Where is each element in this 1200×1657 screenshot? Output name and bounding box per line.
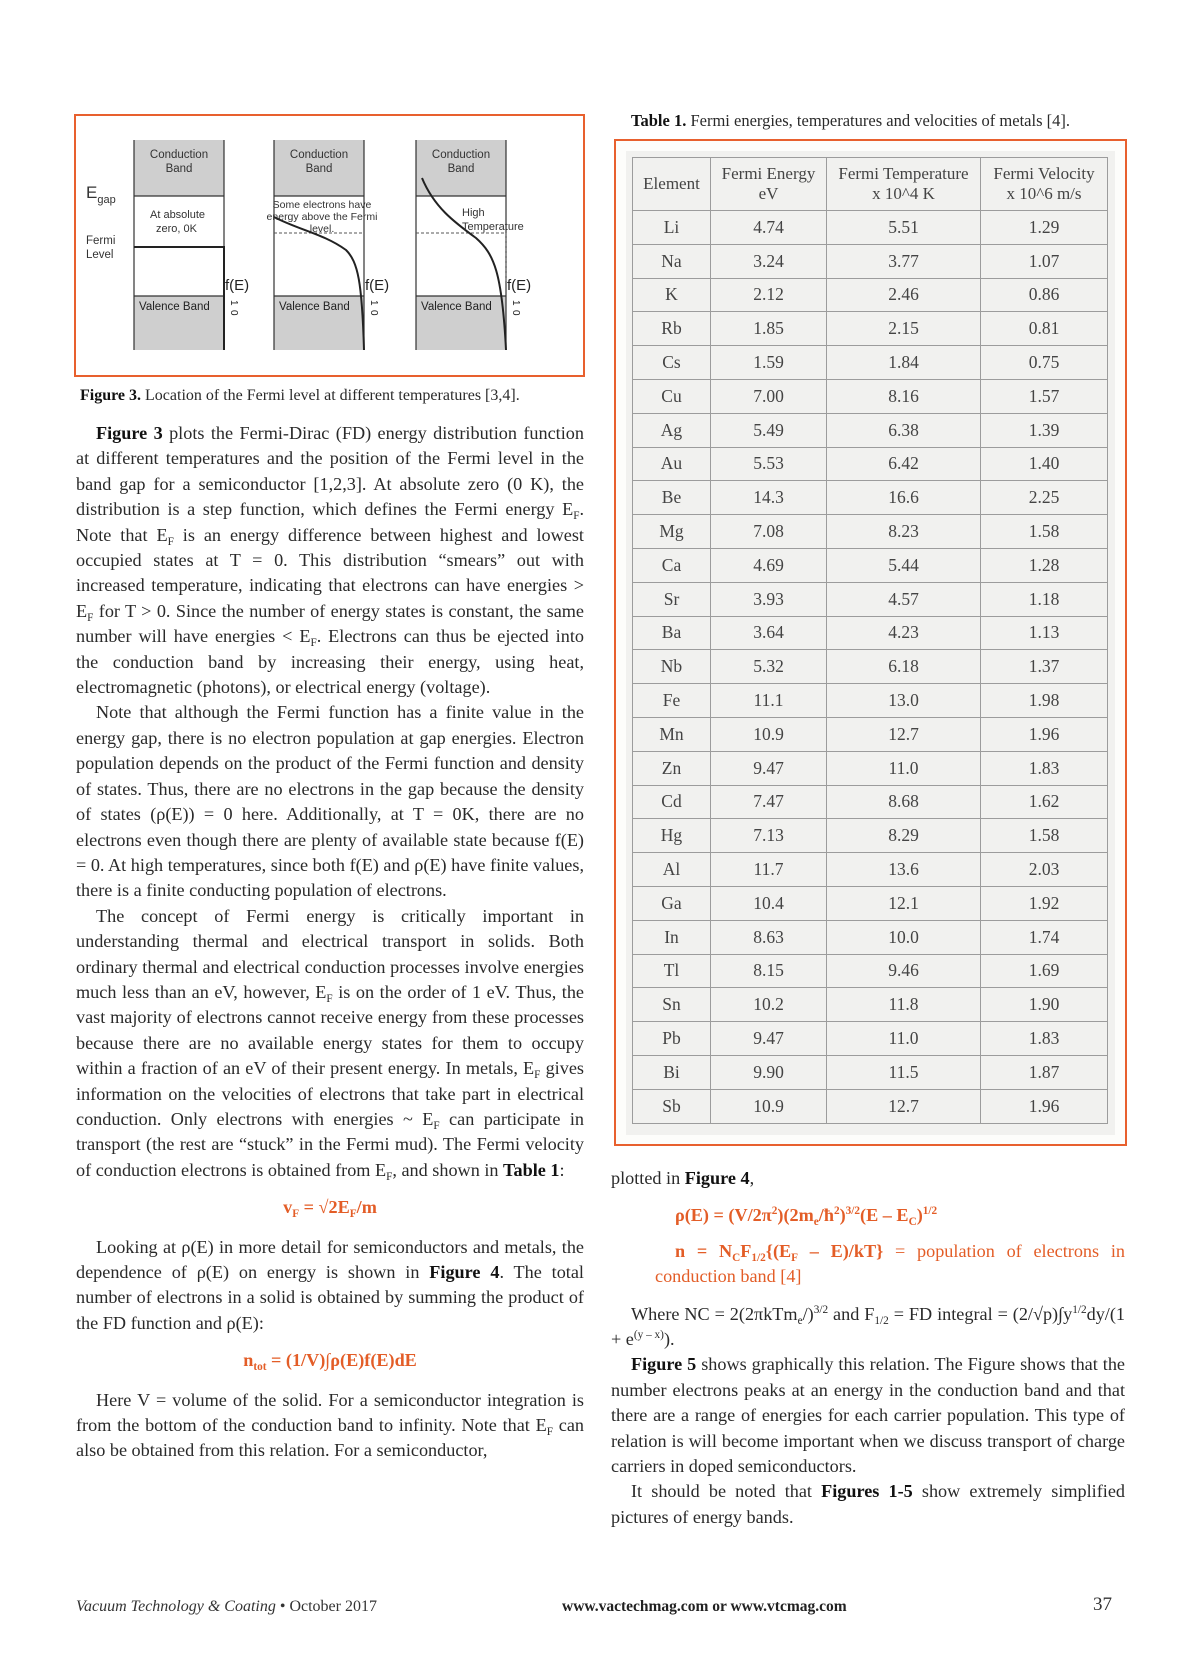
fermi-velocity-equation: $v_F = √2E_F/m$: [283, 1197, 377, 1221]
element-cell: Mg: [633, 515, 711, 549]
value-cell: 7.47: [711, 785, 827, 819]
value-cell: 5.32: [711, 650, 827, 684]
element-cell: Pb: [633, 1022, 711, 1056]
value-cell: 11.7: [711, 853, 827, 887]
table-row: [633, 582, 1108, 616]
fermi-table: [632, 157, 1108, 1124]
value-cell: 3.24: [711, 244, 827, 278]
value-cell: 1.98: [981, 684, 1108, 718]
value-cell: 1.83: [981, 1022, 1108, 1056]
table-row: [633, 751, 1108, 785]
value-cell: 8.16: [827, 379, 981, 413]
table-row: [633, 346, 1108, 380]
value-cell: 1.92: [981, 886, 1108, 920]
figure-3: [74, 114, 585, 377]
element-cell: K: [633, 278, 711, 312]
right-column-text: [611, 1166, 1125, 1530]
paragraph: Here V = volume of the solid. For a semiconductor integration is from the bottom of the conduction band to infinity. Note that $E_F$ can also be obtained from this relation. For a semiconductor,: [76, 1389, 584, 1461]
element-cell: Na: [633, 244, 711, 278]
panel-high-temperature: [416, 140, 531, 350]
panel-some-electrons: [267, 140, 390, 350]
value-cell: 1.83: [981, 751, 1108, 785]
element-cell: Ag: [633, 413, 711, 447]
band-label: Band: [165, 163, 193, 175]
egap-label: $E_{gap}$: [86, 183, 116, 206]
paragraph: Figure 5 shows graphically this relation. The Figure shows that the number electrons peaks at an energy in the conduction band and that there are a range of energies for each carrier population. This type of relation is will become important when we discuss transport of charge carriers in doped semiconductors.: [611, 1354, 1125, 1477]
element-cell: Cu: [633, 379, 711, 413]
value-cell: 2.12: [711, 278, 827, 312]
element-cell: Sn: [633, 988, 711, 1022]
table-row: [633, 819, 1108, 853]
note-label: Temperature: [462, 221, 524, 233]
paragraph: Looking at ρ(E) in more detail for semiconductors and metals, the dependence of ρ(E) on energy is shown in Figure 4. The total number of electrons in a solid is obtained by summing the product of the FD function and ρ(E):: [76, 1236, 584, 1333]
element-cell: Ga: [633, 886, 711, 920]
value-cell: 4.57: [827, 582, 981, 616]
element-cell: Hg: [633, 819, 711, 853]
note-label: zero, 0K: [156, 223, 197, 235]
value-cell: 6.38: [827, 413, 981, 447]
value-cell: 1.40: [981, 447, 1108, 481]
table-row: [633, 650, 1108, 684]
value-cell: 1.85: [711, 312, 827, 346]
value-cell: 13.6: [827, 853, 981, 887]
value-cell: 3.77: [827, 244, 981, 278]
value-cell: 1.28: [981, 548, 1108, 582]
paragraph: Note that although the Fermi function has a finite value in the energy gap, there is no electron population at gap energies. Electron population depends on the product of the Fermi function and density of states. Thus, there are no electrons in the gap because the density of states (ρ(E)) = 0 here. Additionally, at T = 0K, there are no electrons even though there are plenty of available state because f(E) = 0. At high temperatures, since both f(E) and ρ(E) have finite values, there is a finite conducting population of electrons.: [76, 702, 584, 901]
fermi-label-2: Level: [86, 249, 114, 261]
paragraph: plotted in Figure 4,: [611, 1168, 755, 1188]
table-row: [633, 481, 1108, 515]
axis-1-label: 1: [510, 300, 521, 306]
value-cell: 11.0: [827, 751, 981, 785]
figure-3-caption: Figure 3. Location of the Fermi level at different temperatures [3,4].: [80, 387, 520, 404]
value-cell: 7.13: [711, 819, 827, 853]
value-cell: 8.15: [711, 954, 827, 988]
value-cell: 5.53: [711, 447, 827, 481]
page-number: 37: [1093, 1594, 1112, 1615]
table-row: [633, 1089, 1108, 1123]
total-electrons-equation: $n_{tot} = (1/V)\int\rho(E)f(E)dE$: [243, 1350, 417, 1374]
value-cell: 5.44: [827, 548, 981, 582]
value-cell: 12.7: [827, 717, 981, 751]
band-label: Band: [447, 163, 475, 175]
value-cell: 9.47: [711, 1022, 827, 1056]
conduction-population-equation: $n = N_CF_{1/2}\{(E_F - E)/kT\}$ = population of electrons in conduction band [4]: [655, 1240, 1125, 1287]
table-background: [626, 151, 1115, 1135]
fermi-label-1: Fermi: [86, 235, 116, 247]
table-row: [633, 886, 1108, 920]
table-row: [633, 515, 1108, 549]
header-fermi-energy: Fermi Energy eV: [711, 158, 827, 211]
fe-label: f(E): [507, 277, 532, 294]
conduction-label: Conduction: [431, 149, 491, 161]
paragraph: The concept of Fermi energy is critically important in understanding thermal and electrical transport in solids. Both ordinary thermal and electrical conduction processes involve energies much less than an eV, however, $E_F$ is on the order of 1 eV. Thus, the vast majority of electrons cannot receive energy from these processes because there are no available energy states for them to occupy within a fraction of an eV of their present energy. In metals, $E_F$ gives information on the velocities of electrons that take part in electrical conduction. Only electrons with energies ~ $E_F$ can participate in transport (the rest are “stuck” in the Fermi mud). The Fermi velocity of conduction electrons is obtained from $E_F$, and shown in Table 1:: [76, 905, 585, 1183]
element-cell: Al: [633, 853, 711, 887]
value-cell: 0.75: [981, 346, 1108, 380]
value-cell: 1.39: [981, 413, 1108, 447]
value-cell: 1.58: [981, 515, 1108, 549]
value-cell: 1.57: [981, 379, 1108, 413]
value-cell: 2.46: [827, 278, 981, 312]
element-cell: Sr: [633, 582, 711, 616]
value-cell: 10.9: [711, 717, 827, 751]
panel-absolute-zero: [134, 140, 249, 350]
value-cell: 10.9: [711, 1089, 827, 1123]
valence-band-label: Valence Band: [139, 301, 210, 313]
element-cell: Zn: [633, 751, 711, 785]
value-cell: 2.25: [981, 481, 1108, 515]
element-cell: Cs: [633, 346, 711, 380]
valence-band-label: Valence Band: [421, 301, 492, 313]
note-label: energy above the Fermi: [266, 211, 378, 223]
fe-label: f(E): [225, 277, 250, 294]
value-cell: 14.3: [711, 481, 827, 515]
value-cell: 4.74: [711, 211, 827, 245]
value-cell: 1.96: [981, 717, 1108, 751]
table-row: [633, 684, 1108, 718]
note-label: level.: [309, 223, 335, 235]
value-cell: 8.29: [827, 819, 981, 853]
value-cell: 11.8: [827, 988, 981, 1022]
value-cell: 11.5: [827, 1055, 981, 1089]
density-of-states-equation: $\rho(E) = (V/2\pi^2)(2m_e/ħ^2)^{3/2}(E - E_C)^{1/2}$: [675, 1205, 938, 1229]
table-row: [633, 616, 1108, 650]
value-cell: 2.15: [827, 312, 981, 346]
value-cell: 8.23: [827, 515, 981, 549]
value-cell: 5.49: [711, 413, 827, 447]
table-row: [633, 717, 1108, 751]
table-row: [633, 920, 1108, 954]
table-row: [633, 447, 1108, 481]
element-cell: Fe: [633, 684, 711, 718]
value-cell: 7.08: [711, 515, 827, 549]
value-cell: 1.90: [981, 988, 1108, 1022]
fermi-level-diagram: [84, 122, 579, 372]
value-cell: 1.07: [981, 244, 1108, 278]
value-cell: 1.58: [981, 819, 1108, 853]
value-cell: 1.84: [827, 346, 981, 380]
value-cell: 11.1: [711, 684, 827, 718]
table-row: [633, 379, 1108, 413]
note-label: At absolute: [150, 209, 206, 221]
axis-1-label: 1: [228, 300, 239, 306]
value-cell: 12.7: [827, 1089, 981, 1123]
element-cell: Tl: [633, 954, 711, 988]
paragraph: It should be noted that Figures 1-5 show extremely simplified pictures of energy bands.: [611, 1481, 1125, 1527]
header-element: Element: [633, 158, 711, 211]
table-row: [633, 413, 1108, 447]
value-cell: 1.74: [981, 920, 1108, 954]
table-row: [633, 853, 1108, 887]
element-cell: Nb: [633, 650, 711, 684]
axis-0-label: 0: [510, 310, 521, 316]
table-row: [633, 954, 1108, 988]
table-row: [633, 244, 1108, 278]
table-row: [633, 548, 1108, 582]
value-cell: 9.47: [711, 751, 827, 785]
value-cell: 4.23: [827, 616, 981, 650]
value-cell: 2.03: [981, 853, 1108, 887]
value-cell: 9.46: [827, 954, 981, 988]
value-cell: 1.13: [981, 616, 1108, 650]
value-cell: 7.00: [711, 379, 827, 413]
table-row: [633, 312, 1108, 346]
axis-0-label: 0: [368, 310, 379, 316]
value-cell: 1.69: [981, 954, 1108, 988]
value-cell: 10.4: [711, 886, 827, 920]
paragraph: Figure 3 plots the Fermi-Dirac (FD) energy distribution function at different temperatures and the position of the Fermi level in the band gap for a semiconductor [1,2,3]. At absolute zero (0 K), the distribution is a step function, which defines the Fermi energy $E_F$. Note that $E_F$ is an energy difference between highest and lowest occupied states at T = 0. This distribution “smears” out with increased temperature, indicating that electrons can have energies > $E_F$ for T > 0. Since the number of energy states is constant, the same number will have energies < $E_F$. Electrons can thus be ejected into the conduction band by increasing their energy, using heat, electromagnetic (photons), or electrical energy (voltage).: [76, 423, 584, 698]
note-label: Some electrons have: [272, 199, 372, 211]
header-fermi-velocity: Fermi Velocity x 10^6 m/s: [981, 158, 1108, 211]
footer-journal: Vacuum Technology & Coating • October 2017: [76, 1598, 377, 1615]
value-cell: 13.0: [827, 684, 981, 718]
value-cell: 5.51: [827, 211, 981, 245]
footer-website: www.vactechmag.com or www.vtcmag.com: [562, 1598, 847, 1615]
table-row: [633, 1022, 1108, 1056]
element-cell: Au: [633, 447, 711, 481]
element-cell: Be: [633, 481, 711, 515]
table-row: [633, 785, 1108, 819]
table-1-caption: Table 1. Fermi energies, temperatures and velocities of metals [4].: [631, 111, 1070, 130]
axis-1-label: 1: [368, 300, 379, 306]
value-cell: 3.64: [711, 616, 827, 650]
element-cell: Rb: [633, 312, 711, 346]
conduction-label: Conduction: [289, 149, 349, 161]
element-cell: Ba: [633, 616, 711, 650]
element-cell: Li: [633, 211, 711, 245]
header-fermi-temperature: Fermi Temperature x 10^4 K: [827, 158, 981, 211]
note-label: High: [462, 207, 485, 219]
value-cell: 1.29: [981, 211, 1108, 245]
element-cell: Bi: [633, 1055, 711, 1089]
value-cell: 1.96: [981, 1089, 1108, 1123]
value-cell: 8.63: [711, 920, 827, 954]
paragraph: Where NC = $2(2\pi kTm_e/)^{3/2}$ and $F_{1/2}$ = FD integral = $(2/√p)\int y^{1/2}dy/(1 + e^{(y - x)})$.: [611, 1303, 1125, 1350]
element-cell: In: [633, 920, 711, 954]
value-cell: 0.86: [981, 278, 1108, 312]
value-cell: 1.87: [981, 1055, 1108, 1089]
left-column-text: [76, 421, 584, 1464]
value-cell: 1.18: [981, 582, 1108, 616]
element-cell: Cd: [633, 785, 711, 819]
value-cell: 11.0: [827, 1022, 981, 1056]
value-cell: 10.2: [711, 988, 827, 1022]
fe-label: f(E): [365, 277, 390, 294]
value-cell: 0.81: [981, 312, 1108, 346]
valence-band-label: Valence Band: [279, 301, 350, 313]
value-cell: 9.90: [711, 1055, 827, 1089]
table-row: [633, 211, 1108, 245]
value-cell: 3.93: [711, 582, 827, 616]
axis-0-label: 0: [228, 310, 239, 316]
band-label: Band: [305, 163, 333, 175]
conduction-label: Conduction: [149, 149, 209, 161]
element-cell: Sb: [633, 1089, 711, 1123]
value-cell: 12.1: [827, 886, 981, 920]
table-1: [614, 139, 1127, 1146]
value-cell: 1.59: [711, 346, 827, 380]
value-cell: 8.68: [827, 785, 981, 819]
element-cell: Mn: [633, 717, 711, 751]
table-row: [633, 988, 1108, 1022]
value-cell: 16.6: [827, 481, 981, 515]
element-cell: Ca: [633, 548, 711, 582]
table-row: [633, 1055, 1108, 1089]
value-cell: 4.69: [711, 548, 827, 582]
value-cell: 6.18: [827, 650, 981, 684]
value-cell: 10.0: [827, 920, 981, 954]
value-cell: 6.42: [827, 447, 981, 481]
value-cell: 1.62: [981, 785, 1108, 819]
value-cell: 1.37: [981, 650, 1108, 684]
table-row: [633, 278, 1108, 312]
